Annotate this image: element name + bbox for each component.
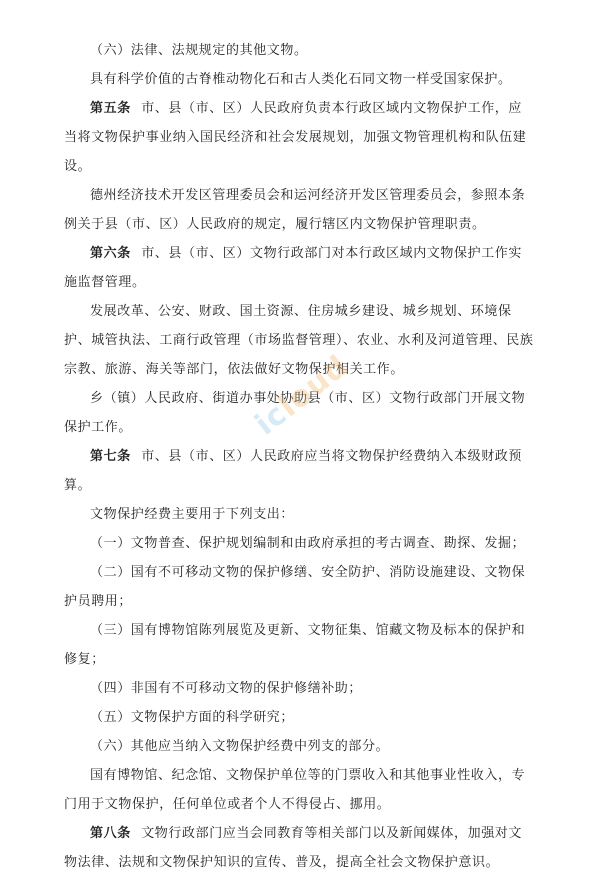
paragraph-text: 发展改革、公安、财政、国土资源、住房城乡建设、城乡规划、环境保护、城管执法、工商行政管理（市场监督管理）、农业、水利及河道管理、民族宗教、旅游、海关等部门，依法做好文物保护相关工作。 <box>64 304 534 377</box>
paragraph-text: 市、县（市、区）人民政府应当将文物保护经费纳入本级财政预算。 <box>64 449 523 493</box>
paragraph <box>64 297 534 384</box>
paragraph <box>64 36 534 65</box>
paragraph-text: （六）其他应当纳入文物保护经费中列支的部分。 <box>90 739 390 754</box>
paragraph-text: 乡（镇）人民政府、街道办事处协助县（市、区）文物行政部门开展文物保护工作。 <box>64 391 526 435</box>
paragraph-text: （五）文物保护方面的科学研究； <box>90 710 295 725</box>
list-item <box>64 674 534 703</box>
list-item <box>64 732 534 761</box>
watermark-text-a: ic <box>248 396 294 443</box>
article-paragraph <box>64 442 534 500</box>
paragraph-text: （二）国有不可移动文物的保护修缮、安全防护、消防设施建设、文物保护员聘用； <box>64 565 526 609</box>
article-number: 第五条 <box>90 101 131 116</box>
paragraph <box>64 500 534 529</box>
paragraph-text: 国有博物馆、纪念馆、文物保护单位等的门票收入和其他事业性收入，专门用于文物保护，任何单位或者个人不得侵占、挪用。 <box>64 768 526 812</box>
document-body <box>64 36 534 877</box>
paragraph-text: 文物行政部门应当会同教育等相关部门以及新闻媒体，加强对文物法律、法规和文物保护知识的宣传、普及，提高全社会文物保护意识。 <box>64 826 523 870</box>
article-number: 第六条 <box>90 246 131 261</box>
paragraph-text: （六）法律、法规规定的其他文物。 <box>90 43 308 58</box>
paragraph-text: （三）国有博物馆陈列展览及更新、文物征集、馆藏文物及标本的保护和修复； <box>64 623 526 667</box>
list-item <box>64 529 534 558</box>
paragraph-text: （四）非国有不可移动文物的保护修缮补助； <box>90 681 363 696</box>
paragraph <box>64 761 534 819</box>
list-item <box>64 703 534 732</box>
paragraph-text: 市、县（市、区）人民政府负责本行政区域内文物保护工作，应当将文物保护事业纳入国民经济和社会发展规划，加强文物管理机构和队伍建设。 <box>64 101 527 174</box>
paragraph <box>64 181 534 239</box>
paragraph-text: 德州经济技术开发区管理委员会和运河经济开发区管理委员会，参照本条例关于县（市、区）人民政府的规定，履行辖区内文物保护管理职责。 <box>64 188 526 232</box>
paragraph <box>64 65 534 94</box>
paragraph-text: （一）文物普查、保护规划编制和由政府承担的考古调查、勘探、发掘； <box>90 536 526 551</box>
article-paragraph <box>64 819 534 877</box>
list-item <box>64 616 534 674</box>
article-number: 第八条 <box>90 826 131 841</box>
watermark-text-b: loud <box>272 348 356 424</box>
list-item <box>64 558 534 616</box>
article-number: 第七条 <box>90 449 131 464</box>
paragraph-text: 市、县（市、区）文物行政部门对本行政区域内文物保护工作实施监督管理。 <box>64 246 523 290</box>
article-paragraph <box>64 239 534 297</box>
paragraph-text: 文物保护经费主要用于下列支出： <box>90 507 295 522</box>
article-paragraph <box>64 94 534 181</box>
paragraph-text: 具有科学价值的古脊椎动物化石和古人类化石同文物一样受国家保护。 <box>90 72 512 87</box>
